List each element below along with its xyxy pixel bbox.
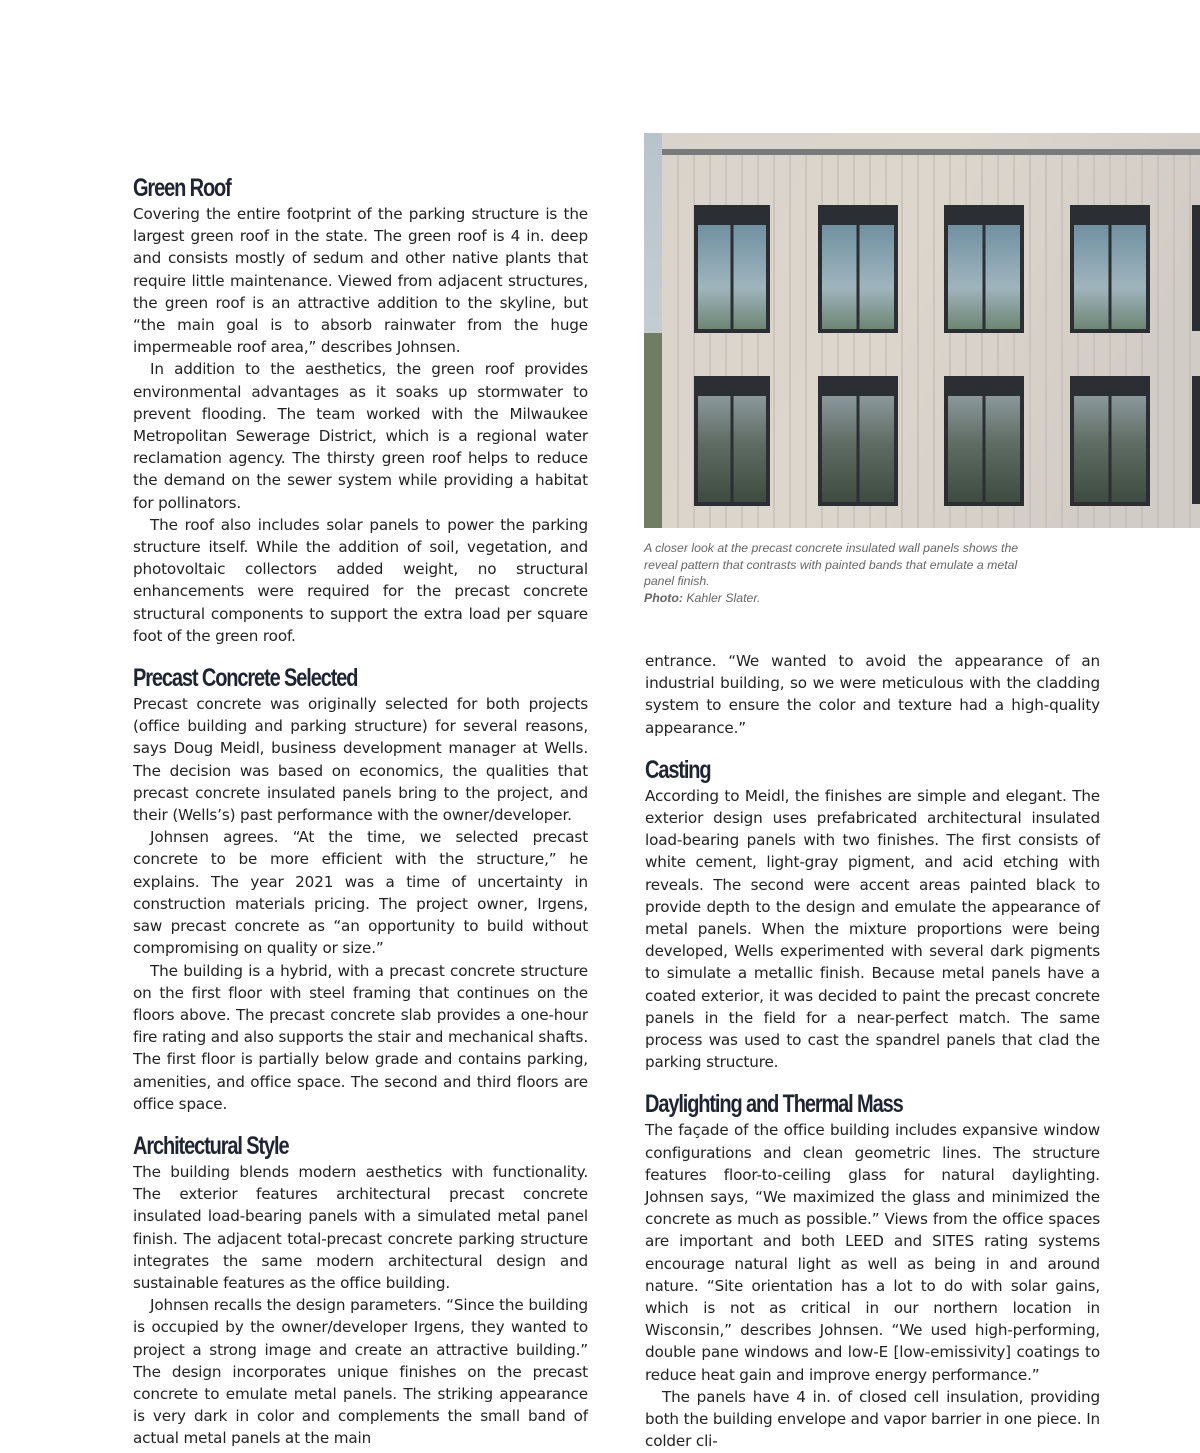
body-paragraph: The building blends modern aesthetics with functionality. The exterior features architectural precast concrete insulated load-bearing panels with a simulated metal panel finish. The adjacent total-precast concrete parking structure integrates the same modern architectural design and sustainable features as the office building.: [133, 1162, 588, 1292]
body-paragraph: According to Meidl, the finishes are simple and elegant. The exterior design uses prefabricated architectural insulated load-bearing panels with two finishes. The first consists of white cement, light-gray pigment, and acid etching with reveals. The second were accent areas painted black to provide depth to the design and emulate the appearance of metal panels. When the mixture proportions were being developed, Wells experimented with several dark pigments to simulate a metallic finish. Because metal panels have a coated exterior, it was decided to paint the precast concrete panels in the field for a near-perfect match. The same process was used to cast the spandrel panels that clad the parking structure.: [645, 786, 1100, 1072]
body-paragraph: The building is a hybrid, with a precast concrete structure on the first floor with steel framing that continues on the floors above. The precast concrete slab provides a one-hour fire rating and also supports the stair and mechanical shafts. The first floor is partially below grade and contains parking, amenities, and office space. The second and third floors are office space.: [133, 961, 588, 1113]
building-facade-photo: [644, 133, 1200, 528]
heading-precast-concrete-selected: Precast Concrete Selected: [133, 664, 358, 693]
right-column: [645, 650, 1100, 1453]
photo-credit: [644, 590, 1044, 607]
photo-credit-name: Kahler Slater.: [686, 590, 761, 605]
body-paragraph: Precast concrete was originally selected for both projects (office building and parking structure) for several reasons, says Doug Meidl, business development manager at Wells. The decision was based on economics, the qualities that precast concrete insulated panels bring to the project, and their (Wells’s) past performance with the owner/developer.: [133, 695, 588, 825]
body-paragraph: Johnsen agrees. “At the time, we selected precast concrete to be more efficient with the structure,” he explains. The year 2021 was a time of uncertainty in construction materials pricing. The project owner, Irgens, saw precast concrete as “an opportunity to build without compromising on quality or size.”: [133, 828, 588, 958]
heading-casting: Casting: [645, 755, 711, 784]
body-paragraph: The panels have 4 in. of closed cell insulation, providing both the building envelope and vapor barrier in one piece. In colder cli-: [645, 1387, 1100, 1451]
photo-credit-label: Photo:: [644, 590, 683, 605]
body-paragraph: Covering the entire footprint of the parking structure is the largest green roof in the state. The green roof is 4 in. deep and consists mostly of sedum and other native plants that require little maintenance. Viewed from adjacent structures, the green roof is an attractive addition to the skyline, but “the main goal is to absorb rainwater from the huge impermeable roof area,” describes Johnsen.: [133, 205, 588, 357]
body-paragraph: In addition to the aesthetics, the green roof provides environmental advantages as it soaks up stormwater to prevent flooding. The team worked with the Milwaukee Metropolitan Sewerage District, which is a regional water reclamation agency. The thirsty green roof helps to reduce the demand on the sewer system while providing a habitat for pollinators.: [133, 360, 588, 512]
heading-green-roof: Green Roof: [133, 174, 231, 202]
photo-caption: [644, 540, 1044, 606]
body-paragraph: Johnsen recalls the design parameters. “Since the building is occupied by the owner/developer Irgens, they wanted to project a strong image and create an attractive building.” The design incorporates unique finishes on the precast concrete to emulate metal panels. The striking appearance is very dark in color and complements the small band of actual metal panels at the main: [133, 1296, 588, 1448]
left-column: [133, 173, 588, 1450]
body-paragraph: The roof also includes solar panels to power the parking structure itself. While the addition of soil, vegetation, and photovoltaic collectors added weight, no structural enhancements were required for the precast concrete structural components to support the extra load per square foot of the green roof.: [133, 515, 588, 645]
heading-daylighting-thermal-mass: Daylighting and Thermal Mass: [645, 1090, 903, 1119]
heading-architectural-style: Architectural Style: [133, 1131, 289, 1160]
caption-text: A closer look at the precast concrete insulated wall panels shows the reveal pattern that contrasts with painted bands that emulate a metal panel finish.: [644, 541, 1019, 588]
body-paragraph: entrance. “We wanted to avoid the appearance of an industrial building, so we were meticulous with the cladding system to ensure the color and texture had a high-quality appearance.”: [645, 652, 1100, 737]
body-paragraph: The façade of the office building includes expansive window configurations and clean geometric lines. The structure features floor-to-ceiling glass for natural daylighting. Johnsen says, “We maximized the glass and minimized the concrete as much as possible.” Views from the office spaces are important and both LEED and SITES rating systems encourage natural light as well as being in and around nature. “Site orientation has a lot to do with solar gains, which is not as critical in our northern location in Wisconsin,” describes Johnsen. “We used high-performing, double pane windows and low-E [low-emissivity] coatings to reduce heat gain and improve energy performance.”: [645, 1121, 1100, 1384]
